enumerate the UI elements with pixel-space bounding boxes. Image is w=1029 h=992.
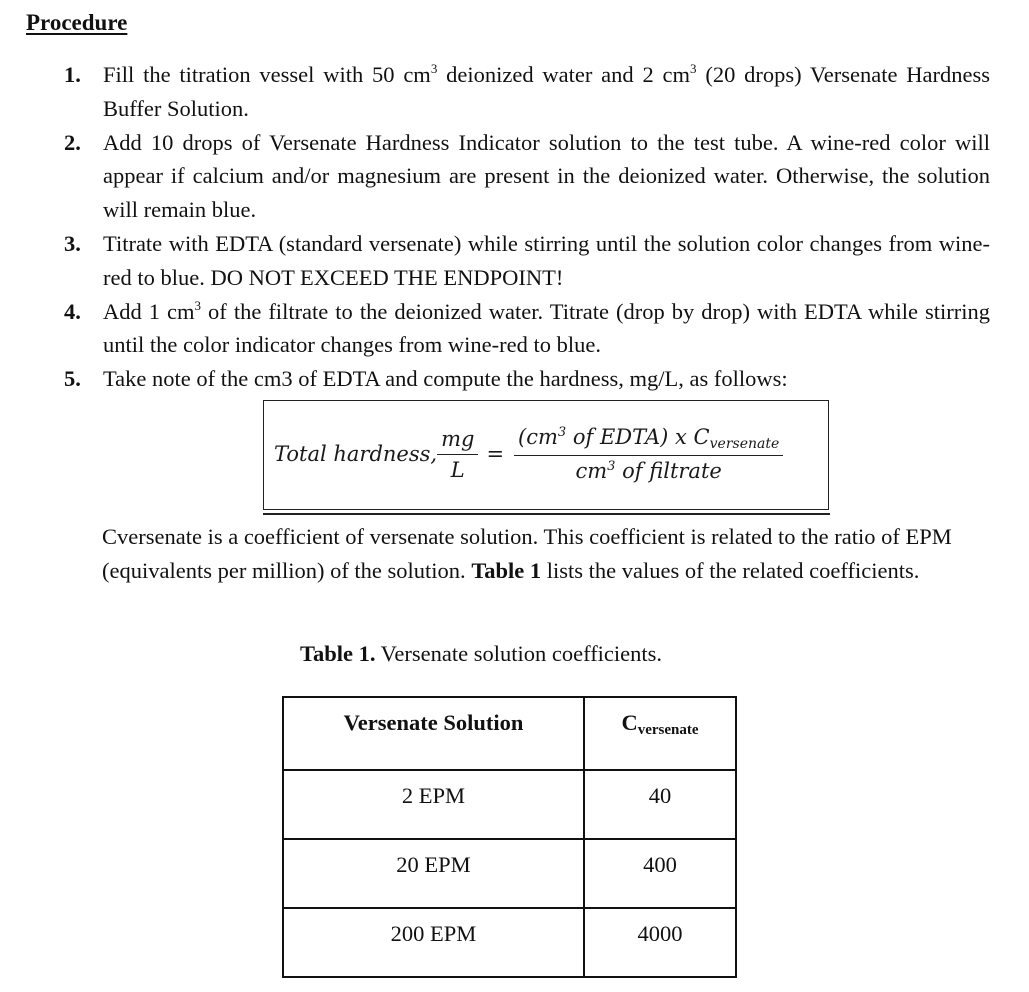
table-row (283, 839, 736, 908)
step-3 (64, 227, 990, 295)
step-2 (64, 126, 990, 227)
formula-rhs-denominator: $cm^3$ of filtrate (575, 459, 722, 483)
table-row (283, 908, 736, 977)
step-number: 5. (64, 366, 81, 392)
procedure-steps (64, 58, 990, 396)
cell-solution: 2 EPM (283, 770, 584, 839)
formula-rhs-numerator: ($cm^3$ of EDTA) x $C_{versenate}$ (514, 425, 783, 456)
table-reference: Table 1 (471, 558, 542, 583)
step-text: Add 1 $cm^3$ of the filtrate to the deionized water. Titrate (drop by drop) with EDTA while stirring until the color indicator changes from wine-red to blue. (103, 297, 990, 358)
formula-lhs-fraction (437, 427, 478, 482)
hardness-formula (274, 425, 783, 483)
header-c-versenate: Cversenate (584, 697, 736, 770)
step-1 (64, 58, 990, 126)
cell-coefficient: 400 (584, 839, 736, 908)
cell-solution: 200 EPM (283, 908, 584, 977)
cell-coefficient: 40 (584, 770, 736, 839)
coefficient-explanation: Cversenate is a coefficient of versenate solution. This coefficient is related to the ratio of EPM (equivalents per million) of the solution. Table 1 lists the values of the related coefficients. (102, 524, 952, 583)
step-5 (64, 362, 990, 396)
step-text: Fill the titration vessel with 50 $cm^3$ deionized water and 2 $cm^3$ (20 drops) Versenate Hardness Buffer Solution. (103, 61, 991, 121)
formula-lhs-label: Total hardness, (274, 442, 438, 466)
page-heading: Procedure (26, 10, 128, 35)
formula-equals: = (486, 442, 505, 466)
step-text: Titrate with EDTA (standard versenate) while stirring until the solution color changes from wine-red to blue. DO NOT EXCEED THE ENDPOINT! (103, 230, 990, 290)
step-number: 4. (64, 298, 81, 324)
formula-lhs-numerator: mg (437, 427, 478, 455)
step-4 (64, 295, 990, 363)
formula-divider (263, 513, 830, 515)
formula-rhs-fraction (514, 425, 783, 483)
step-text: Add 10 drops of Versenate Hardness Indicator solution to the test tube. A wine-red color will appear if calcium and/or magnesium are present in the deionized water. Otherwise, the solution will remain blue. (103, 129, 990, 223)
step-number: 2. (64, 129, 81, 155)
versenate-coefficients-table (282, 696, 737, 978)
step-text: Take note of the cm3 of EDTA and compute the hardness, mg/L, as follows: (103, 366, 788, 392)
table-header-row (283, 697, 736, 770)
formula-lhs-denominator: L (450, 457, 465, 482)
step-number: 3. (64, 230, 81, 256)
step-number: 1. (64, 62, 81, 87)
table-row (283, 770, 736, 839)
cell-solution: 20 EPM (283, 839, 584, 908)
hardness-formula-box (263, 400, 829, 510)
table-caption: Table 1. Versenate solution coefficients. (300, 641, 663, 666)
cell-coefficient: 4000 (584, 908, 736, 977)
header-versenate-solution: Versenate Solution (283, 697, 584, 770)
